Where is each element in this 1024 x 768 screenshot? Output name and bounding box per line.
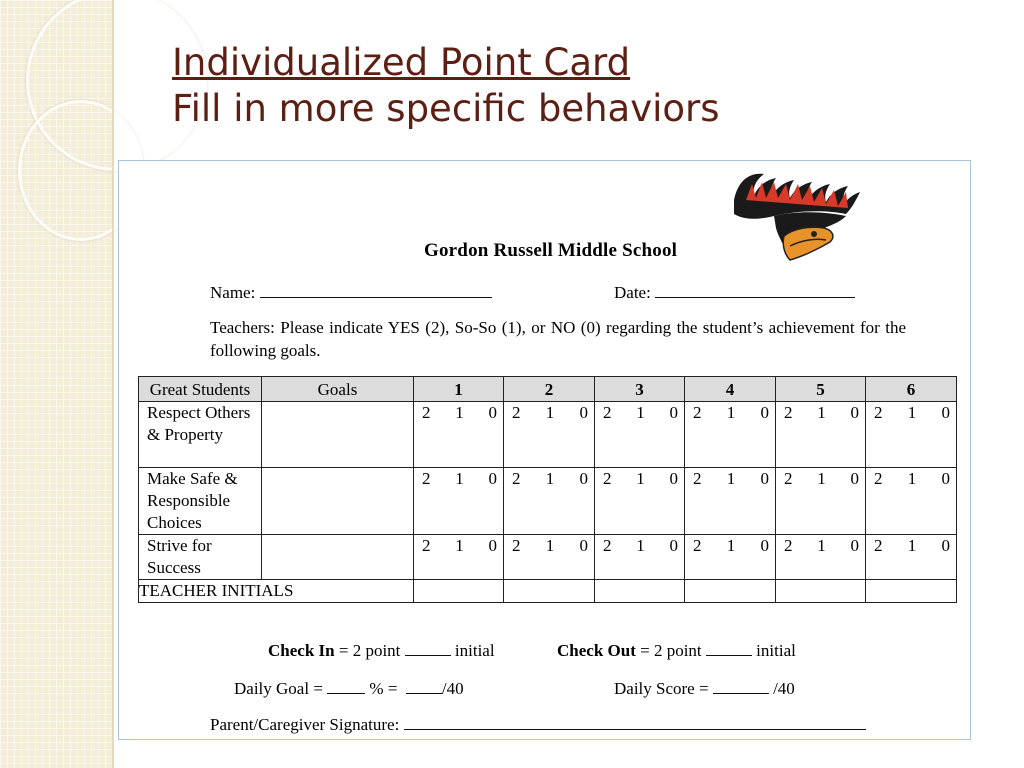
score-cell: [595, 535, 685, 580]
daily-score-out-of: /40: [773, 679, 795, 698]
check-in-suffix: initial: [454, 641, 495, 660]
score-options: [595, 468, 684, 490]
score-option[interactable]: 0: [669, 536, 678, 555]
score-options: [685, 535, 775, 557]
score-option[interactable]: 2: [693, 469, 702, 488]
score-option[interactable]: 1: [726, 469, 736, 488]
header-period-3: 3: [595, 377, 685, 402]
check-in-label: Check In: [268, 641, 335, 660]
score-option[interactable]: 1: [455, 403, 464, 422]
date-label: Date:: [614, 283, 651, 302]
score-option[interactable]: 1: [726, 536, 736, 555]
score-option[interactable]: 1: [455, 536, 464, 555]
score-option[interactable]: 0: [488, 403, 497, 422]
score-cell: [595, 402, 685, 468]
score-options: [776, 535, 865, 557]
score-option[interactable]: 2: [784, 469, 793, 488]
daily-goal-line: [234, 679, 464, 699]
score-option[interactable]: 0: [760, 469, 769, 488]
daily-goal-out-of: /40: [441, 679, 464, 698]
score-cell: [776, 535, 866, 580]
score-option[interactable]: 1: [907, 469, 917, 488]
instructions-text: Teachers: Please indicate YES (2), So-So (1), or NO (0) regarding the student’s achievement for the following goals.: [210, 318, 906, 360]
score-option[interactable]: 2: [512, 403, 521, 422]
signature-blank: [404, 715, 866, 730]
score-option[interactable]: 2: [422, 469, 431, 488]
score-option[interactable]: 2: [784, 403, 793, 422]
score-options: [776, 468, 865, 490]
score-option[interactable]: 2: [512, 536, 521, 555]
daily-score-blank: [713, 679, 769, 694]
score-cell: [866, 535, 957, 580]
daily-score-line: [614, 679, 795, 699]
daily-goal-percent-blank: [327, 679, 365, 694]
score-option[interactable]: 2: [422, 403, 431, 422]
score-option[interactable]: 2: [512, 469, 521, 488]
score-option[interactable]: 2: [603, 469, 612, 488]
score-cell: [866, 402, 957, 468]
score-option[interactable]: 1: [817, 403, 826, 422]
score-option[interactable]: 1: [545, 469, 555, 488]
table-body: [139, 402, 957, 603]
score-cell: [414, 535, 504, 580]
score-option[interactable]: 0: [669, 403, 678, 422]
daily-goal-percent: % =: [369, 679, 398, 698]
check-out-text: = 2 point: [640, 641, 702, 660]
score-option[interactable]: 0: [760, 536, 769, 555]
header-period-4: 4: [685, 377, 776, 402]
school-name: Gordon Russell Middle School: [424, 240, 678, 261]
score-option[interactable]: 2: [422, 536, 431, 555]
table-row: [139, 402, 957, 468]
score-options: [685, 402, 775, 424]
score-option[interactable]: 0: [850, 469, 859, 488]
check-in-line: [268, 641, 495, 661]
score-options: [414, 535, 503, 557]
score-cell: [685, 402, 776, 468]
score-options: [776, 402, 865, 424]
score-option[interactable]: 2: [603, 403, 612, 422]
score-option[interactable]: 0: [850, 536, 859, 555]
score-option[interactable]: 1: [636, 403, 645, 422]
check-out-suffix: initial: [756, 641, 796, 660]
header-period-5: 5: [776, 377, 866, 402]
slide-title: [172, 40, 720, 132]
table-row: [139, 535, 957, 580]
check-in-blank: [405, 641, 451, 656]
teacher-initials-label: TEACHER INITIALS: [139, 580, 414, 603]
table-row: [139, 468, 957, 535]
initials-cell[interactable]: [595, 580, 685, 603]
score-cell: [504, 535, 595, 580]
check-in-text: = 2 point: [338, 641, 401, 660]
score-cell: [414, 468, 504, 535]
score-option[interactable]: 0: [579, 403, 588, 422]
goal-label: Respect Others & Property: [139, 402, 262, 468]
score-option[interactable]: 0: [669, 469, 678, 488]
score-cell: [866, 468, 957, 535]
daily-goal-points-blank: [406, 679, 442, 694]
score-options: [866, 402, 956, 424]
score-option[interactable]: 0: [850, 403, 859, 422]
specific-goal-cell[interactable]: [262, 468, 414, 535]
score-option[interactable]: 1: [817, 469, 826, 488]
score-option[interactable]: 1: [636, 536, 645, 555]
decorative-side-strip: [0, 0, 114, 768]
score-option[interactable]: 1: [907, 403, 917, 422]
score-option[interactable]: 1: [726, 403, 736, 422]
score-options: [504, 535, 594, 557]
goal-label: Strive for Success: [139, 535, 262, 580]
score-option[interactable]: 2: [874, 403, 883, 422]
score-option[interactable]: 1: [817, 536, 826, 555]
name-label: Name:: [210, 283, 256, 302]
score-cell: [685, 535, 776, 580]
score-option[interactable]: 0: [941, 403, 950, 422]
score-options: [414, 468, 503, 490]
score-options: [685, 468, 775, 490]
score-option[interactable]: 1: [455, 469, 464, 488]
date-field: [614, 283, 855, 303]
initials-cell[interactable]: [685, 580, 776, 603]
slide-title-line1: Individualized Point Card: [172, 41, 631, 84]
score-option[interactable]: 2: [603, 536, 612, 555]
score-option[interactable]: 0: [488, 469, 497, 488]
score-option[interactable]: 1: [545, 403, 555, 422]
score-options: [595, 402, 684, 424]
score-option[interactable]: 1: [636, 469, 645, 488]
score-option[interactable]: 0: [760, 403, 769, 422]
specific-goal-cell[interactable]: [262, 535, 414, 580]
check-out-line: [557, 641, 796, 661]
daily-score-label: Daily Score =: [614, 679, 709, 698]
date-blank: [655, 283, 855, 298]
score-options: [504, 402, 594, 424]
table-header-row: [139, 377, 957, 402]
score-option[interactable]: 2: [693, 536, 702, 555]
score-options: [414, 402, 503, 424]
score-option[interactable]: 2: [874, 536, 883, 555]
header-period-6: 6: [866, 377, 957, 402]
specific-goal-cell[interactable]: [262, 402, 414, 468]
score-cell: [504, 402, 595, 468]
initials-cell[interactable]: [776, 580, 866, 603]
daily-goal-label: Daily Goal =: [234, 679, 323, 698]
signature-label: Parent/Caregiver Signature:: [210, 715, 400, 734]
header-great-students: Great Students: [139, 377, 262, 402]
initials-cell[interactable]: [504, 580, 595, 603]
header-goals: Goals: [262, 377, 414, 402]
score-option[interactable]: 0: [941, 469, 950, 488]
score-options: [866, 535, 956, 557]
school-mascot-logo-icon: [728, 170, 862, 266]
score-cell: [595, 468, 685, 535]
name-blank: [260, 283, 492, 298]
score-options: [866, 468, 956, 490]
score-option[interactable]: 0: [579, 469, 588, 488]
signature-line: [210, 715, 866, 735]
score-option[interactable]: 2: [693, 403, 702, 422]
score-cell: [776, 468, 866, 535]
check-out-label: Check Out: [557, 641, 636, 660]
name-field: [210, 283, 492, 303]
initials-cell[interactable]: [866, 580, 957, 603]
score-option[interactable]: 1: [907, 536, 917, 555]
score-cell: [776, 402, 866, 468]
header-period-1: 1: [414, 377, 504, 402]
check-out-blank: [706, 641, 752, 656]
header-period-2: 2: [504, 377, 595, 402]
score-option[interactable]: 0: [579, 536, 588, 555]
score-cell: [685, 468, 776, 535]
score-options: [504, 468, 594, 490]
score-option[interactable]: 2: [784, 536, 793, 555]
score-options: [595, 535, 684, 557]
goal-label: Make Safe & Responsible Choices: [139, 468, 262, 535]
point-table: [138, 376, 957, 603]
side-strip-edge: [112, 0, 114, 768]
score-option[interactable]: 2: [874, 469, 883, 488]
initials-cell[interactable]: [414, 580, 504, 603]
score-option[interactable]: 1: [545, 536, 555, 555]
teacher-initials-row: [139, 580, 957, 603]
score-option[interactable]: 0: [488, 536, 497, 555]
slide-title-line2: Fill in more specific behaviors: [172, 87, 720, 130]
score-cell: [414, 402, 504, 468]
score-option[interactable]: 0: [941, 536, 950, 555]
score-cell: [504, 468, 595, 535]
